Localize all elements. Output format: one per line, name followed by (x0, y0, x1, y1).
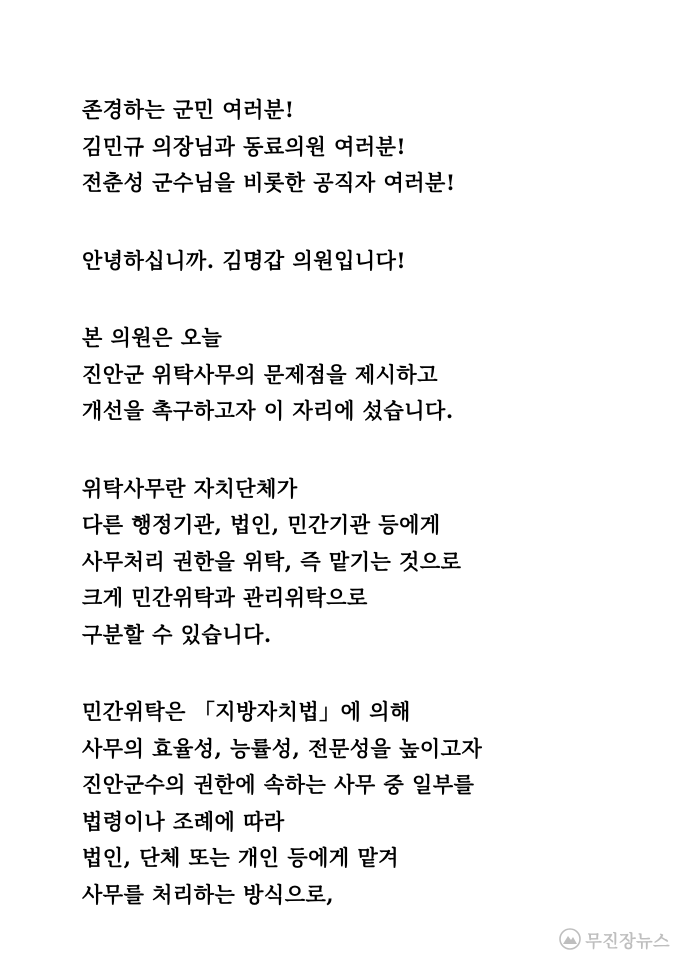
text-line: 법인, 단체 또는 개인 등에게 맡겨 (82, 845, 400, 870)
text-line: 사무를 처리하는 방식으로, (82, 881, 335, 907)
mountain-logo-icon (559, 928, 581, 950)
paragraph-purpose (82, 320, 642, 430)
text-line: 김민규 의장님과 동료의원 여러분! (82, 133, 407, 159)
paragraph-greeting (82, 92, 642, 202)
text-line: 진안군 위탁사무의 문제점을 제시하고 (82, 361, 439, 387)
text-line: 안녕하십니까. 김명갑 의원입니다! (82, 247, 407, 273)
text-line: 사무처리 권한을 위탁, 즉 맡기는 것으로 (82, 548, 462, 574)
text-line: 개선을 촉구하고자 이 자리에 섰습니다. (82, 398, 454, 423)
text-line: 법령이나 조례에 따라 (82, 808, 285, 834)
text-line: 크게 민간위탁과 관리위탁으로 (82, 585, 368, 610)
speech-text (82, 92, 642, 954)
text-line: 본 의원은 오늘 (82, 325, 223, 350)
text-line: 사무의 효율성, 능률성, 전문성을 높이고자 (82, 735, 483, 761)
paragraph-introduction (82, 243, 642, 280)
text-line: 구분할 수 있습니다. (82, 621, 272, 647)
paragraph-private-consignment (82, 694, 642, 913)
paragraph-definition (82, 471, 642, 654)
text-line: 다른 행정기관, 법인, 민간기관 등에게 (82, 512, 441, 537)
text-line: 진안군수의 권한에 속하는 사무 중 일부를 (82, 772, 475, 797)
text-line: 위탁사무란 자치단체가 (82, 475, 298, 501)
text-line: 전춘성 군수님을 비롯한 공직자 여러분! (82, 170, 456, 195)
text-line: 민간위탁은 「지방자치법」에 의해 (82, 699, 411, 724)
watermark-text: 무진장뉴스 (585, 931, 670, 952)
watermark (559, 926, 670, 952)
text-line: 존경하는 군민 여러분! (82, 97, 295, 122)
